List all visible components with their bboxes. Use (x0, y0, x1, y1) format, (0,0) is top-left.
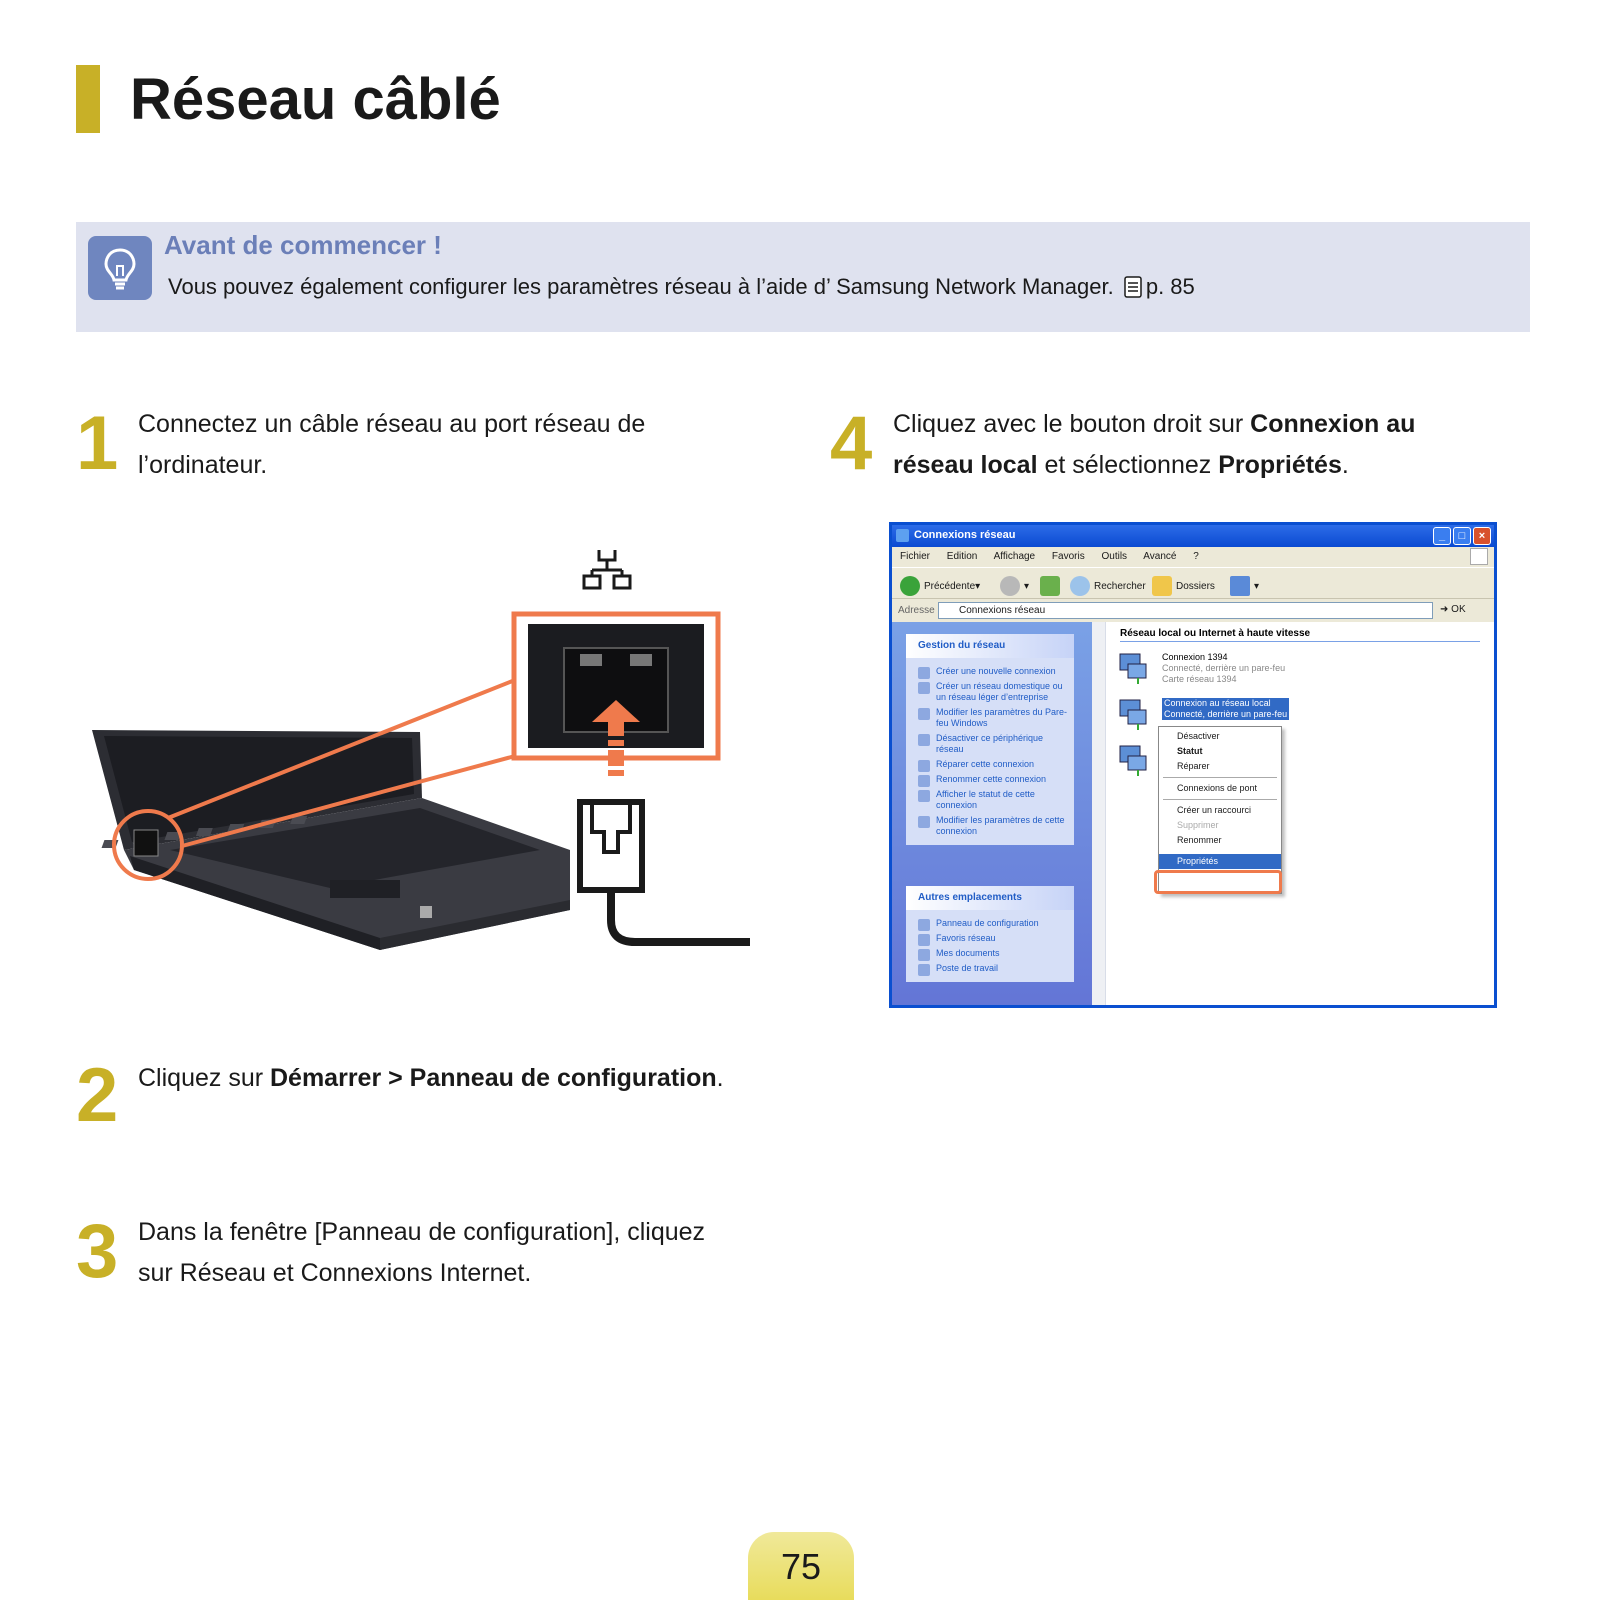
back-button[interactable]: Précédente ▾ (900, 576, 980, 596)
step-2-text (138, 1058, 724, 1099)
step-2-suffix: . (716, 1064, 724, 1092)
folders-label: Dossiers (1176, 580, 1215, 592)
menu-favoris[interactable]: Favoris (1051, 551, 1085, 562)
step-4-number: 4 (830, 401, 873, 486)
search-label: Rechercher (1094, 580, 1146, 592)
minimize-icon[interactable]: _ (1433, 527, 1451, 545)
note-box (76, 222, 1530, 332)
windows-logo-icon (1470, 548, 1488, 565)
ctx-rename[interactable]: Renommer (1177, 835, 1222, 845)
note-body: Vous pouvez également configurer les paramètres réseau à l’aide d’ Samsung Network Manager. (168, 274, 1114, 299)
places-panel (906, 886, 1074, 982)
scrollbar[interactable] (1092, 622, 1106, 1008)
tasks-panel (906, 634, 1074, 845)
task-rename-connection[interactable]: Renommer cette connexion (906, 772, 1074, 787)
properties-highlight-ring (1154, 870, 1282, 894)
step-4-mid: et sélectionnez (1037, 451, 1219, 479)
folder-icon (1152, 576, 1172, 596)
place-my-computer[interactable]: Poste de travail (906, 961, 1074, 976)
task-disable-device[interactable]: Désactiver ce périphérique réseau (906, 731, 1074, 757)
lightbulb-icon (88, 236, 152, 300)
step-3-line-1: Dans la fenêtre [Panneau de configuration], cliquez (138, 1218, 706, 1246)
connection-lan-name: Connexion au réseau local (1162, 698, 1289, 709)
ctx-create-shortcut[interactable]: Créer un raccourci (1177, 805, 1252, 815)
places-panel-title[interactable]: Autres emplacements (906, 886, 1074, 910)
menu-edition[interactable]: Edition (946, 551, 978, 562)
page-number-tab (748, 1532, 854, 1600)
forward-arrow-icon (1000, 576, 1020, 596)
step-1-line-1: Connectez un câble réseau au port réseau de (138, 410, 646, 438)
step-1-line-2: l’ordinateur. (138, 451, 268, 479)
menu-outils[interactable]: Outils (1101, 551, 1128, 562)
forward-button[interactable]: ▾ (1000, 576, 1029, 596)
folders-button[interactable] (1152, 576, 1215, 596)
page-number: 75 (780, 1546, 822, 1587)
search-button[interactable] (1070, 576, 1146, 596)
context-menu (1158, 726, 1282, 894)
views-icon (1230, 576, 1250, 596)
title-accent-bar (76, 65, 100, 133)
connection-1394-name: Connexion 1394 (1162, 652, 1228, 662)
step-4-bold-3: Propriétés (1218, 451, 1342, 479)
tasks-panel-title[interactable]: Gestion du réseau (906, 634, 1074, 658)
task-repair-connection[interactable]: Réparer cette connexion (906, 757, 1074, 772)
ctx-properties[interactable]: Propriétés (1159, 854, 1281, 869)
address-input[interactable]: Connexions réseau (938, 602, 1433, 619)
close-icon[interactable]: × (1473, 527, 1491, 545)
connection-1394-device: Carte réseau 1394 (1162, 674, 1237, 684)
place-my-documents[interactable]: Mes documents (906, 946, 1074, 961)
network-connection-icon (1118, 742, 1150, 776)
back-label: Précédente (924, 580, 976, 592)
task-create-home-network[interactable]: Créer un réseau domestique ou un réseau léger d’entreprise (906, 679, 1074, 705)
step-1-number: 1 (76, 401, 119, 486)
search-icon (1070, 576, 1090, 596)
menu-help[interactable]: ? (1193, 551, 1199, 562)
task-create-connection[interactable]: Créer une nouvelle connexion (906, 664, 1074, 679)
step-1-text (138, 404, 645, 486)
step-4-bold-2: réseau local (893, 451, 1038, 479)
menu-bar (892, 547, 1494, 567)
network-connection-icon (1118, 696, 1150, 730)
place-network-favorites[interactable]: Favoris réseau (906, 931, 1074, 946)
step-2-prefix: Cliquez sur (138, 1064, 270, 1092)
task-firewall-settings[interactable]: Modifier les paramètres du Pare-feu Windows (906, 705, 1074, 731)
step-4-suffix: . (1341, 451, 1349, 479)
content-heading: Réseau local ou Internet à haute vitesse (1120, 628, 1480, 642)
ctx-separator (1163, 777, 1277, 778)
connections-list (1092, 622, 1494, 1008)
window-title: Connexions réseau (914, 529, 1016, 541)
ctx-repair[interactable]: Réparer (1177, 761, 1210, 771)
network-connections-window (889, 522, 1497, 1008)
menu-fichier[interactable]: Fichier (900, 551, 931, 562)
connection-1394-status: Connecté, derrière un pare-feu (1162, 663, 1286, 673)
step-3-number: 3 (76, 1209, 119, 1294)
ctx-disable[interactable]: Désactiver (1177, 731, 1220, 741)
step-2-number: 2 (76, 1053, 119, 1138)
network-icon (896, 529, 909, 542)
note-text (168, 274, 1195, 304)
step-3-line-2: sur Réseau et Connexions Internet. (138, 1259, 532, 1287)
maximize-icon[interactable]: □ (1453, 527, 1471, 545)
note-title: Avant de commencer ! (164, 230, 442, 260)
laptop-network-port-illustration (90, 550, 770, 990)
toolbar (892, 567, 1494, 599)
ctx-bridge[interactable]: Connexions de pont (1177, 783, 1258, 793)
step-4-text (893, 404, 1415, 486)
window-title-bar (892, 525, 1494, 547)
step-2-bold: Démarrer > Panneau de configuration (270, 1064, 717, 1092)
page-reference-icon (1124, 276, 1142, 304)
ctx-status[interactable]: Statut (1177, 746, 1203, 756)
step-4-prefix: Cliquez avec le bouton droit sur (893, 410, 1251, 438)
go-button[interactable]: ➜ OK (1440, 604, 1466, 615)
address-bar (892, 600, 1494, 622)
go-label: OK (1451, 604, 1466, 615)
task-change-settings[interactable]: Modifier les paramètres de cette connexion (906, 813, 1074, 839)
address-label: Adresse (898, 605, 935, 616)
ctx-delete: Supprimer (1177, 820, 1219, 830)
step-3-text (138, 1212, 705, 1294)
page-title: Réseau câblé (130, 67, 501, 132)
task-view-status[interactable]: Afficher le statut de cette connexion (906, 787, 1074, 813)
page-reference-link[interactable]: p. 85 (1145, 274, 1195, 299)
up-folder-button[interactable] (1040, 576, 1064, 596)
network-connection-icon (1118, 650, 1150, 684)
connection-lan-status: Connecté, derrière un pare-feu (1164, 709, 1288, 719)
ctx-separator (1163, 799, 1277, 800)
back-arrow-icon (900, 576, 920, 596)
menu-avance[interactable]: Avancé (1143, 551, 1177, 562)
views-button[interactable]: ▾ (1230, 576, 1259, 596)
place-control-panel[interactable]: Panneau de configuration (906, 916, 1074, 931)
step-4-bold-1: Connexion au (1250, 410, 1416, 438)
menu-affichage[interactable]: Affichage (993, 551, 1036, 562)
task-sidebar (892, 622, 1092, 1008)
up-folder-icon (1040, 576, 1060, 596)
